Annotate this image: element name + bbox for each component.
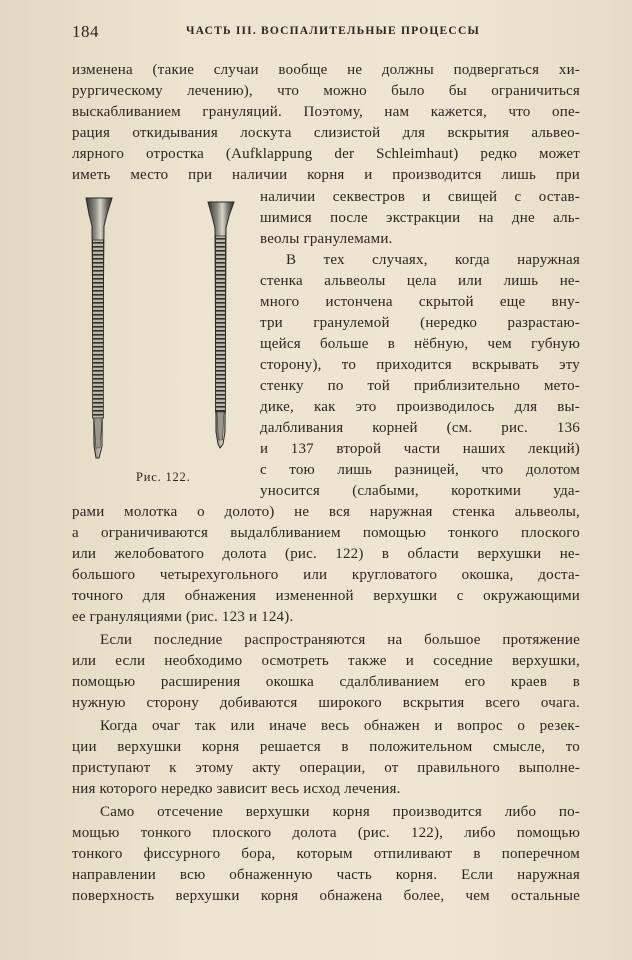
text-line: сторону), то приходится вскрывать эту xyxy=(260,357,580,373)
text-line: поверхность верхушки корня обнажена более, чем остальные xyxy=(72,888,580,904)
text-line: уносится (слабыми, короткими уда- xyxy=(260,483,580,499)
text-line: мощью тонкого плоского долота (рис. 122), либо помощью xyxy=(72,825,580,841)
text-line: стенку по той приблизительно мето- xyxy=(260,378,580,394)
text-line: шимися после экстракции на дне аль- xyxy=(260,210,580,226)
text-line: рация откидывания лоскута слизистой для вскрытия альвео- xyxy=(72,125,580,141)
text-line: или если необходимо осмотреть также и соседние верхушки, xyxy=(72,653,580,669)
text-line: много истончена скрытой еще вну- xyxy=(260,294,580,310)
text-line: ции верхушки корня решается в положительном смысле, то xyxy=(72,739,580,755)
running-head xyxy=(72,22,580,42)
text-line: тонкого фиссурного бора, которым отпиливают в поперечном xyxy=(72,846,580,862)
text-line: приступают к этому акту операции, от правильного выполне- xyxy=(72,760,580,776)
text-line: три гранулемой (нередко разрастаю- xyxy=(260,315,580,331)
text-line: дике, как это производилось для вы- xyxy=(260,399,580,415)
figure-caption: Рис. 122. xyxy=(136,470,191,484)
text-line: точного для обнажения измененной верхушки с окружающими xyxy=(72,588,580,604)
text-line: с тою лишь разницей, что долотом xyxy=(260,462,580,478)
text-line: большого четырехугольного или кругловатого окошка, доста- xyxy=(72,567,580,583)
text-line: веолы гранулемами. xyxy=(260,231,393,247)
text-line: помощью расширения окошка сдалбливанием его краев в xyxy=(72,674,580,690)
text-line: В тех случаях, когда наружная xyxy=(286,252,580,268)
text-line: Если последние распространяются на большое протяжение xyxy=(100,632,580,648)
text-line: а ограничиваются выдалбливанием помощью тонкого плоского xyxy=(72,525,580,541)
text-line: Когда очаг так или иначе весь обнажен и вопрос о резек- xyxy=(100,718,580,734)
text-line: лярного отростка (Aufklappung der Schleimhaut) редко может xyxy=(72,146,580,162)
text-line: иметь место при наличии корня и производится лишь при xyxy=(72,167,580,183)
text-line: щейся больше в нёбную, чем губную xyxy=(260,336,580,352)
running-title: ЧАСТЬ III. ВОСПАЛИТЕЛЬНЫЕ ПРОЦЕССЫ xyxy=(186,25,480,37)
text-line: ния которого нередко зависит весь исход лечения. xyxy=(72,781,401,797)
text-line: изменена (такие случаи вообще не должны подвергаться хи- xyxy=(72,62,580,78)
text-line: выскабливанием грануляций. Поэтому, нам кажется, что опе- xyxy=(72,104,580,120)
chisel-grooved-icon xyxy=(208,202,234,448)
text-line: рами молотка о долото) не вся наружная стенка альвеолы, xyxy=(72,504,580,520)
text-line: ее грануляциями (рис. 123 и 124). xyxy=(72,609,294,625)
text-line: и 137 второй части наших лекций) xyxy=(260,441,580,457)
text-line: или желобоватого долота (рис. 122) в области верхушки не- xyxy=(72,546,580,562)
text-line: далбливания корней (см. рис. 136 xyxy=(260,420,580,436)
chisel-flat-icon xyxy=(86,198,112,458)
text-line: наличии секвестров и свищей с остав- xyxy=(260,189,580,205)
text-line: Само отсечение верхушки корня производится либо по- xyxy=(100,804,580,820)
text-line: рургическому лечению), что можно было бы ограничиться xyxy=(72,83,580,99)
text-line: нужную сторону добиваются широкого вскрытия всего очага. xyxy=(72,695,580,711)
text-line: направлении всю обнаженную часть корня. Если наружная xyxy=(72,867,580,883)
page-number: 184 xyxy=(72,22,99,41)
two-chisels-illustration xyxy=(80,196,246,462)
text-line: стенка альвеолы цела или лишь не- xyxy=(260,273,580,289)
